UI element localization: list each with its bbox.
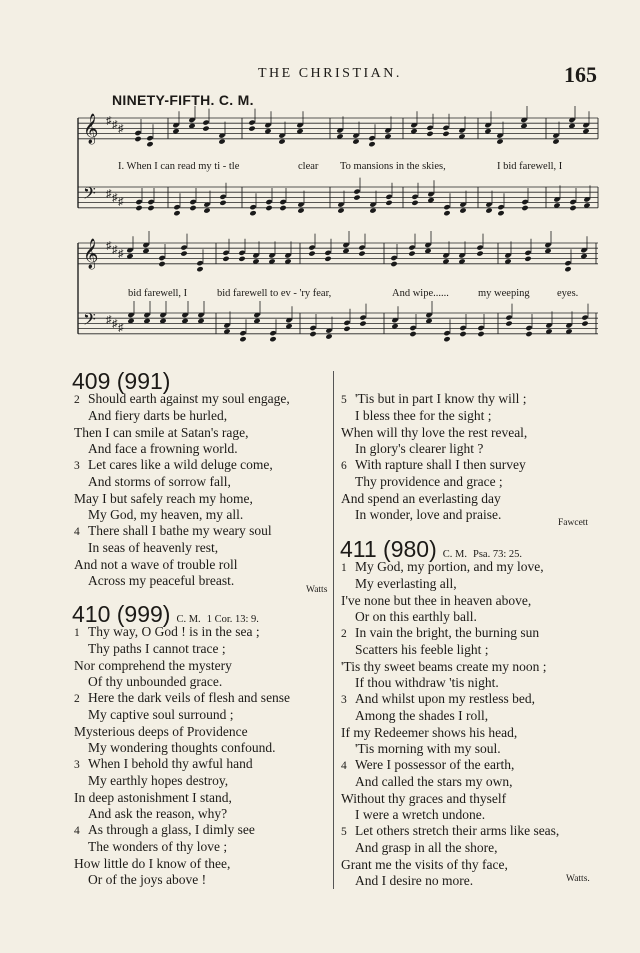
hymn-meter: C. M. xyxy=(176,614,201,625)
note-head xyxy=(459,325,466,331)
stanza: 4 As through a glass, I dimly see The wonders of thy love ; How little do I know of thee, Or of the joys above ! xyxy=(74,822,255,888)
note-head xyxy=(308,244,315,250)
stanza: 5 Let others stretch their arms like seas, And grasp in all the shore, Grant me the visits of thy face, And I desire no more. xyxy=(341,823,560,889)
note-head xyxy=(581,314,588,320)
note-head xyxy=(443,204,450,210)
note-head xyxy=(443,210,450,216)
note-head xyxy=(135,205,142,211)
scripture-ref: 1 Cor. 13: 9. xyxy=(206,614,259,625)
note-head xyxy=(134,130,141,136)
note-head xyxy=(134,136,141,142)
note-head xyxy=(238,250,245,256)
note-head xyxy=(521,199,528,205)
lyric-line: To mansions in the skies, xyxy=(340,161,446,172)
note-head xyxy=(269,330,276,336)
note-head xyxy=(158,255,165,261)
note-head xyxy=(505,320,512,326)
treble-staff xyxy=(78,243,598,264)
note-head xyxy=(505,314,512,320)
note-head xyxy=(196,260,203,266)
note-head xyxy=(309,325,316,331)
hymn-number: 409 (991) xyxy=(72,368,171,394)
note-head xyxy=(353,194,360,200)
note-head xyxy=(426,125,433,131)
key-sharp: ♯ xyxy=(118,248,124,260)
note-head xyxy=(239,330,246,336)
note-head xyxy=(476,244,483,250)
note-head xyxy=(218,138,225,144)
note-head xyxy=(496,138,503,144)
stanza: 6 With rapture shall I then survey Thy providence and grace ; And spend an everlasting day In wonder, love and praise. xyxy=(341,457,526,523)
scripture-ref: Psa. 73: 25. xyxy=(472,549,522,560)
note-head xyxy=(477,325,484,331)
note-head xyxy=(324,256,331,262)
note-head xyxy=(525,331,532,337)
note-head xyxy=(278,138,285,144)
page-number: 165 xyxy=(564,62,597,87)
note-head xyxy=(385,200,392,206)
note-head xyxy=(309,331,316,337)
note-head xyxy=(581,320,588,326)
note-head xyxy=(249,210,256,216)
note-head xyxy=(343,326,350,332)
note-head xyxy=(146,135,153,141)
note-head xyxy=(279,199,286,205)
tune-name: NINETY-FIFTH. C. M. xyxy=(112,92,254,108)
note-head xyxy=(525,325,532,331)
note-head xyxy=(368,141,375,147)
note-head xyxy=(222,250,229,256)
column-divider xyxy=(333,371,334,889)
note-head xyxy=(390,255,397,261)
note-head xyxy=(203,207,210,213)
hymn-meter: C. M. xyxy=(442,549,467,560)
note-head xyxy=(443,336,450,342)
note-head xyxy=(569,205,576,211)
lyric-line: clear xyxy=(298,161,319,172)
note-head xyxy=(238,256,245,262)
note-head xyxy=(497,210,504,216)
note-head xyxy=(222,256,229,262)
bass-staff xyxy=(78,187,598,208)
note-head xyxy=(459,207,466,213)
note-head xyxy=(219,194,226,200)
key-sharp: ♯ xyxy=(112,119,118,131)
key-sharp: ♯ xyxy=(118,322,124,334)
key-sharp: ♯ xyxy=(106,314,112,326)
note-head xyxy=(358,250,365,256)
note-head xyxy=(368,135,375,141)
note-head xyxy=(248,119,255,125)
note-head xyxy=(219,200,226,206)
stanza: 5 'Tis but in part I know thy will ; I bless thee for the sight ; When will thy love the rest reveal, In glory's clearer light ? xyxy=(341,391,528,457)
note-head xyxy=(408,244,415,250)
note-head xyxy=(202,119,209,125)
note-head xyxy=(564,266,571,272)
stanza: 4 Were I possessor of the earth, And called the stars my own, Without thy graces and thyself I were a wretch undone. xyxy=(341,757,515,823)
note-head xyxy=(173,204,180,210)
treble-clef: 𝄞 xyxy=(83,114,99,144)
note-head xyxy=(564,260,571,266)
note-head xyxy=(459,331,466,337)
note-head xyxy=(308,250,315,256)
note-head xyxy=(325,333,332,339)
bass-clef: 𝄢 xyxy=(83,309,96,333)
music-score xyxy=(0,0,640,365)
key-sharp: ♯ xyxy=(112,244,118,256)
note-head xyxy=(324,250,331,256)
note-head xyxy=(409,325,416,331)
stanza: 3 And whilst upon my restless bed, Among the shades I roll, If my Redeemer shows his head, 'Tis morning with my soul. xyxy=(341,691,535,757)
note-head xyxy=(497,204,504,210)
note-head xyxy=(411,200,418,206)
note-head xyxy=(180,244,187,250)
note-head xyxy=(521,205,528,211)
note-head xyxy=(359,320,366,326)
note-head xyxy=(279,205,286,211)
note-head xyxy=(173,210,180,216)
note-head xyxy=(426,131,433,137)
note-head xyxy=(146,141,153,147)
note-head xyxy=(409,331,416,337)
lyric-line: I bid farewell, I xyxy=(497,161,563,172)
note-head xyxy=(265,205,272,211)
author: Watts xyxy=(306,585,328,595)
note-head xyxy=(552,138,559,144)
note-head xyxy=(158,261,165,267)
note-head xyxy=(239,336,246,342)
note-head xyxy=(524,256,531,262)
stanza: 2 Here the dark veils of flesh and sense My captive soul surround ; Mysterious deeps of Providence My wondering thoughts confound. xyxy=(74,690,291,756)
note-head xyxy=(369,207,376,213)
key-sharp: ♯ xyxy=(106,188,112,200)
note-head xyxy=(202,125,209,131)
note-head xyxy=(189,205,196,211)
note-head xyxy=(411,194,418,200)
note-head xyxy=(248,125,255,131)
note-head xyxy=(390,261,397,267)
note-head xyxy=(352,138,359,144)
lyric-line: bid farewell to ev - 'ry fear, xyxy=(217,288,332,299)
key-sharp: ♯ xyxy=(118,123,124,135)
key-sharp: ♯ xyxy=(118,196,124,208)
key-sharp: ♯ xyxy=(112,318,118,330)
system-2 xyxy=(78,231,598,342)
note-head xyxy=(485,207,492,213)
hymn-number: 410 (999) xyxy=(72,601,171,627)
note-head xyxy=(477,331,484,337)
note-head xyxy=(147,205,154,211)
note-head xyxy=(189,199,196,205)
note-head xyxy=(343,320,350,326)
key-sharp: ♯ xyxy=(106,115,112,127)
note-head xyxy=(442,131,449,137)
note-head xyxy=(353,188,360,194)
note-head xyxy=(135,199,142,205)
lyric-line: And wipe...... xyxy=(392,288,449,299)
author: Watts. xyxy=(566,874,590,884)
note-head xyxy=(196,266,203,272)
hymn-number: 411 (980) xyxy=(340,536,437,562)
stanza: 2 Should earth against my soul engage, And fiery darts be hurled, Then I can smile at Satan's rage, And face a frowning world. xyxy=(74,391,290,457)
note-head xyxy=(297,207,304,213)
key-sharp: ♯ xyxy=(106,240,112,252)
note-head xyxy=(442,125,449,131)
note-head xyxy=(269,336,276,342)
lyric-line: my weeping xyxy=(478,288,530,299)
stanza: 4 There shall I bathe my weary soul In seas of heavenly rest, And not a wave of trouble roll Across my peaceful breast. xyxy=(74,523,272,589)
note-head xyxy=(358,244,365,250)
note-head xyxy=(524,250,531,256)
note-head xyxy=(359,314,366,320)
running-head: THE CHRISTIAN. xyxy=(258,66,402,81)
stanza: 3 Let cares like a wild deluge come, And storms of sorrow fall, May I but safely reach my home, My God, my heaven, my all. xyxy=(74,457,273,523)
key-sharp: ♯ xyxy=(112,192,118,204)
bass-clef: 𝄢 xyxy=(83,183,96,207)
stanza: 2 In vain the bright, the burning sun Scatters his feeble light ; 'Tis thy sweet beams create my noon ; If thou withdraw 'tis night. xyxy=(341,625,547,691)
note-head xyxy=(337,207,344,213)
stanza: 1 My God, my portion, and my love, My everlasting all, I've none but thee in heaven above, Or on this earthly ball. xyxy=(341,559,544,625)
stanza: 3 When I behold thy awful hand My earthly hopes destroy, In deep astonishment I stand, And ask the reason, why? xyxy=(74,756,253,822)
note-head xyxy=(147,199,154,205)
note-head xyxy=(385,194,392,200)
treble-clef: 𝄞 xyxy=(83,239,99,269)
note-head xyxy=(443,330,450,336)
note-head xyxy=(408,250,415,256)
lyric-line: I. When I can read my ti - tle xyxy=(118,161,240,172)
note-head xyxy=(265,199,272,205)
author: Fawcett xyxy=(558,518,589,528)
lyric-line: bid farewell, I xyxy=(128,288,188,299)
lyric-line: eyes. xyxy=(557,288,579,299)
note-head xyxy=(180,250,187,256)
note-head xyxy=(569,199,576,205)
stanza: 1 Thy way, O God ! is in the sea ; Thy paths I cannot trace ; Nor comprehend the mystery Of thy unbounded grace. xyxy=(74,624,260,690)
bass-staff xyxy=(78,313,598,334)
note-head xyxy=(476,250,483,256)
note-head xyxy=(249,204,256,210)
